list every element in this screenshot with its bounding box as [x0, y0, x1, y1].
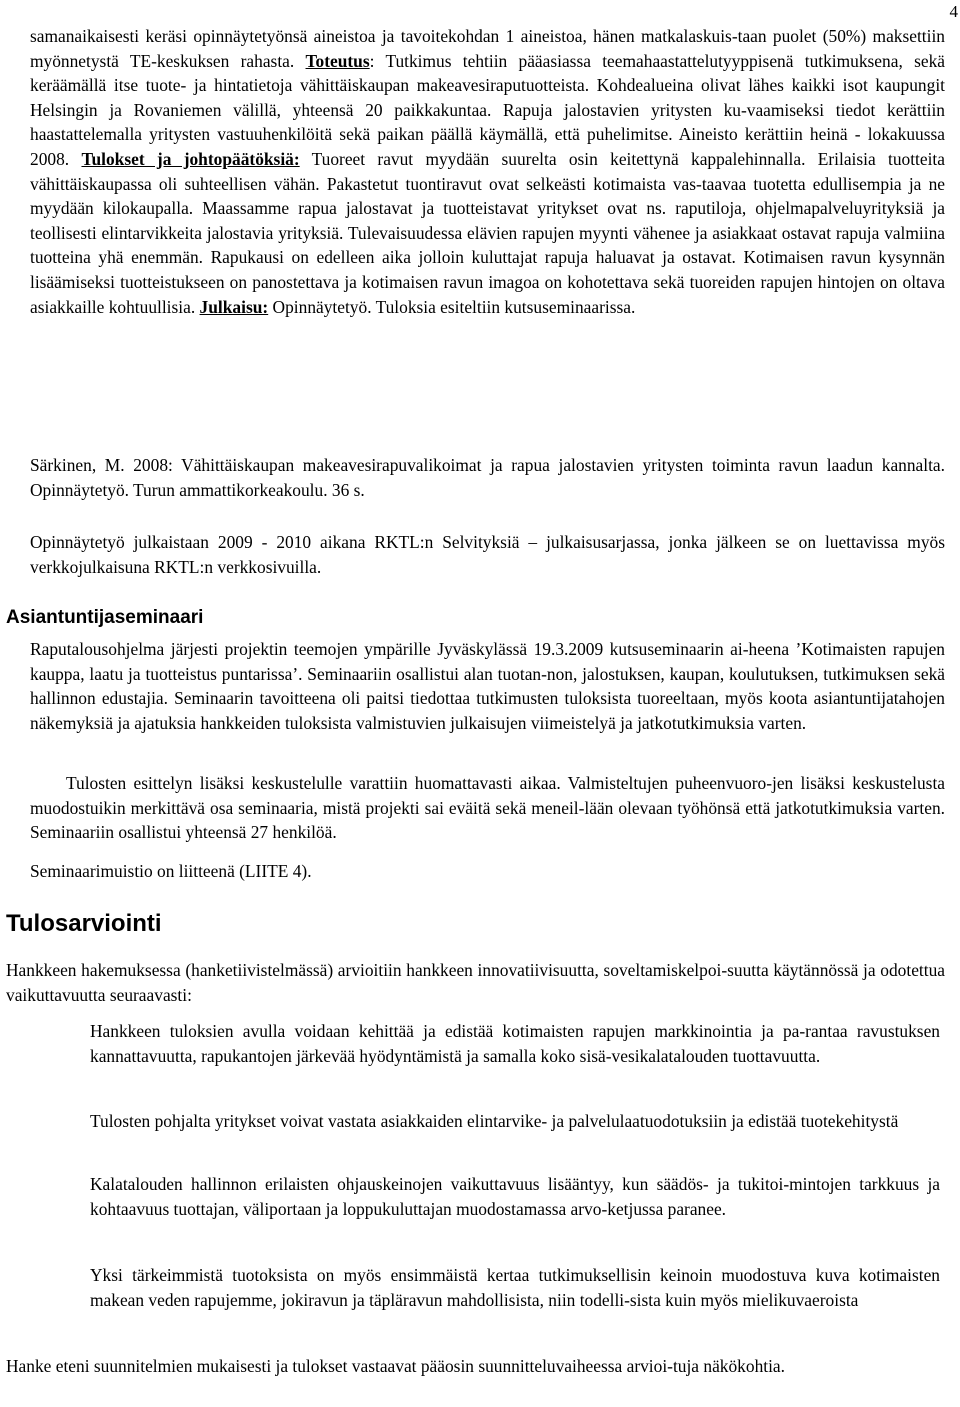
reference-paragraph: Särkinen, M. 2008: Vähittäiskaupan makeavesirapuvalikoimat ja rapua jalostavien yritysten toiminta ravun laadun kannalta. Opinnäytetyö. Turun ammattikorkeakoulu. 36 s.: [30, 455, 945, 500]
seminar-heading: Asiantuntijaseminaari: [6, 607, 204, 628]
intro-lead: samanaikaisesti keräsi opinnäytetyönsä aineistoa ja tavoitekohdan 1 aineistoa, hänen matkalaskuis-taan puolet (50%) maksettiin myönnetystä TE-keskuksen rahasta.: [30, 26, 945, 71]
assessment-heading: Tulosarviointi: [6, 910, 162, 937]
seminar-memo: Seminaarimuistio on liitteenä (LIITE 4).: [30, 861, 312, 881]
page-number: 4: [949, 2, 958, 21]
assessment-item: Tulosten pohjalta yritykset voivat vastata asiakkaiden elintarvike- ja palvelulaatuodotuksiin ja edistää tuotekehitystä: [90, 1111, 899, 1131]
tulokset-label: Tulokset ja johtopäätöksiä:: [81, 148, 300, 169]
assessment-intro: Hankkeen hakemuksessa (hanketiivistelmässä) arvioitiin hankkeen innovatiivisuutta, soveltamiskelpoi-suutta käytännössä ja odotettua vaikuttavuutta seuraavasti:: [6, 960, 945, 1005]
assessment-item: Hankkeen tuloksien avulla voidaan kehittää ja edistää kotimaisten rapujen markkinointia ja pa-rantaa ravustuksen kannattavuutta, rapukantojen järkevää hyödyntämistä ja samalla koko sisä-vesikalatalouden tuottavuutta.: [90, 1021, 940, 1066]
toteutus-label: Toteutus: [305, 50, 370, 71]
intro-paragraph: [30, 24, 945, 319]
seminar-paragraph-1: Raputalousohjelma järjesti projektin teemojen ympärille Jyväskylässä 19.3.2009 kutsuseminaarin ai-heena ’Kotimaisten rapujen kauppa, laatu ja tuotteistus puntarissa’. Seminaariin osallistui alan tuotan-non, jalostuksen, kaupan, koulutuksen, tutkimuksen sekä hallinnon edustajia. Seminaarin tavoitteena oli paitsi tiedottaa tutkimusten tuloksista tuoreeltaan, myös koota asiantuntijatahojen näkemyksiä ja ajatuksia hankkeiden tuloksista valmistuvien julkaisujen viimeistelyä ja jatkotutkimuksia varten.: [30, 639, 945, 733]
assessment-item: Yksi tärkeimmistä tuotoksista on myös ensimmäistä kertaa tutkimuksellisin keinoin muodostuva kuva kotimaisten makean veden rapujemme, jokiravun ja täpläravun mahdollisista, niin todelli-sista kuin myös mielikuvaeroista: [90, 1265, 940, 1310]
julkaisu-label: Julkaisu:: [199, 296, 269, 317]
assessment-conclusion: Hanke eteni suunnitelmien mukaisesti ja tulokset vastaavat pääosin suunnitteluvaiheessa arvioi-tuja näkökohtia.: [6, 1356, 785, 1376]
assessment-item: Kalatalouden hallinnon erilaisten ohjauskeinojen vaikuttavuus lisääntyy, kun säädös- ja tukitoi-mintojen tarkkuus ja kohtaavuus tuottajan, väliportaan ja loppukuluttajan muodostamassa arvo-ketjussa paranee.: [90, 1174, 940, 1219]
toteutus-text: : Tutkimus tehtiin pääasiassa teemahaastattelutyyppisenä tutkimuksena, sekä keräämällä itse tuote- ja hintatietoja vähittäiskaupan makeavesiraputuotteista. Kohdealueina olivat lähes kaikki isot kaupungit Helsingin ja Rovaniemen välillä, yhteensä 20 paikkakuntaa. Rapuja jalostavien yritysten ku-vaamiseksi tiedot kerättiin haastattelemalla yritysten vastuuhenkilöitä sekä paikan päällä käymällä, että puhelimitse. Aineisto kerättiin heinä - lokakuussa 2008.: [30, 50, 945, 169]
publication-note: Opinnäytetyö julkaistaan 2009 - 2010 aikana RKTL:n Selvityksiä – julkaisusarjassa, jonka jälkeen se on luettavissa myös verkkojulkaisuna RKTL:n verkkosivuilla.: [30, 532, 945, 577]
seminar-paragraph-2: Tulosten esittelyn lisäksi keskustelulle varattiin huomattavasti aikaa. Valmisteltujen puheenvuoro-jen lisäksi keskustelusta muodostuikin merkittävä osa seminaaria, mistä projekti sai eväitä sekä meneil-lään olevaan työhönsä että jatkotutkimuksia varten. Seminaariin osallistui yhteensä 27 henkilöä.: [30, 773, 945, 843]
tulokset-text: Tuoreet ravut myydään suurelta osin keitettynä kappalehinnalla. Erilaisia tuotteita vähittäiskaupassa oli suhteellisen vähän. Pakastetut tuontiravut ovat selkeästi kotimaista vas-taavaa tuotetta edullisempia ja ne myydään kilokaupalla. Maassamme rapua jalostavat ja tuotteistavat yritykset ovat ns. raputiloja, ohjelmapalveluyrityksiä ja teollisesti elintarvikkeita jalostavia yrityksiä. Tulevaisuudessa elävien rapujen myynti vähenee ja asiakkaat ostavat rapuja valmiina tuotteina yhä enemmän. Rapukausi on edelleen aika jolloin kuluttajat rapuja haluavat ja ostavat. Kotimaisen ravun kysynnän lisäämiseksi tuotteistukseen on panostettava ja kotimaisen ravun imagoa on kohotettava sekä tuoreiden rapujen hintojen on oltava asiakkaille kohtuullisia.: [30, 148, 945, 317]
julkaisu-text: Opinnäytetyö. Tuloksia esiteltiin kutsuseminaarissa.: [268, 296, 636, 317]
